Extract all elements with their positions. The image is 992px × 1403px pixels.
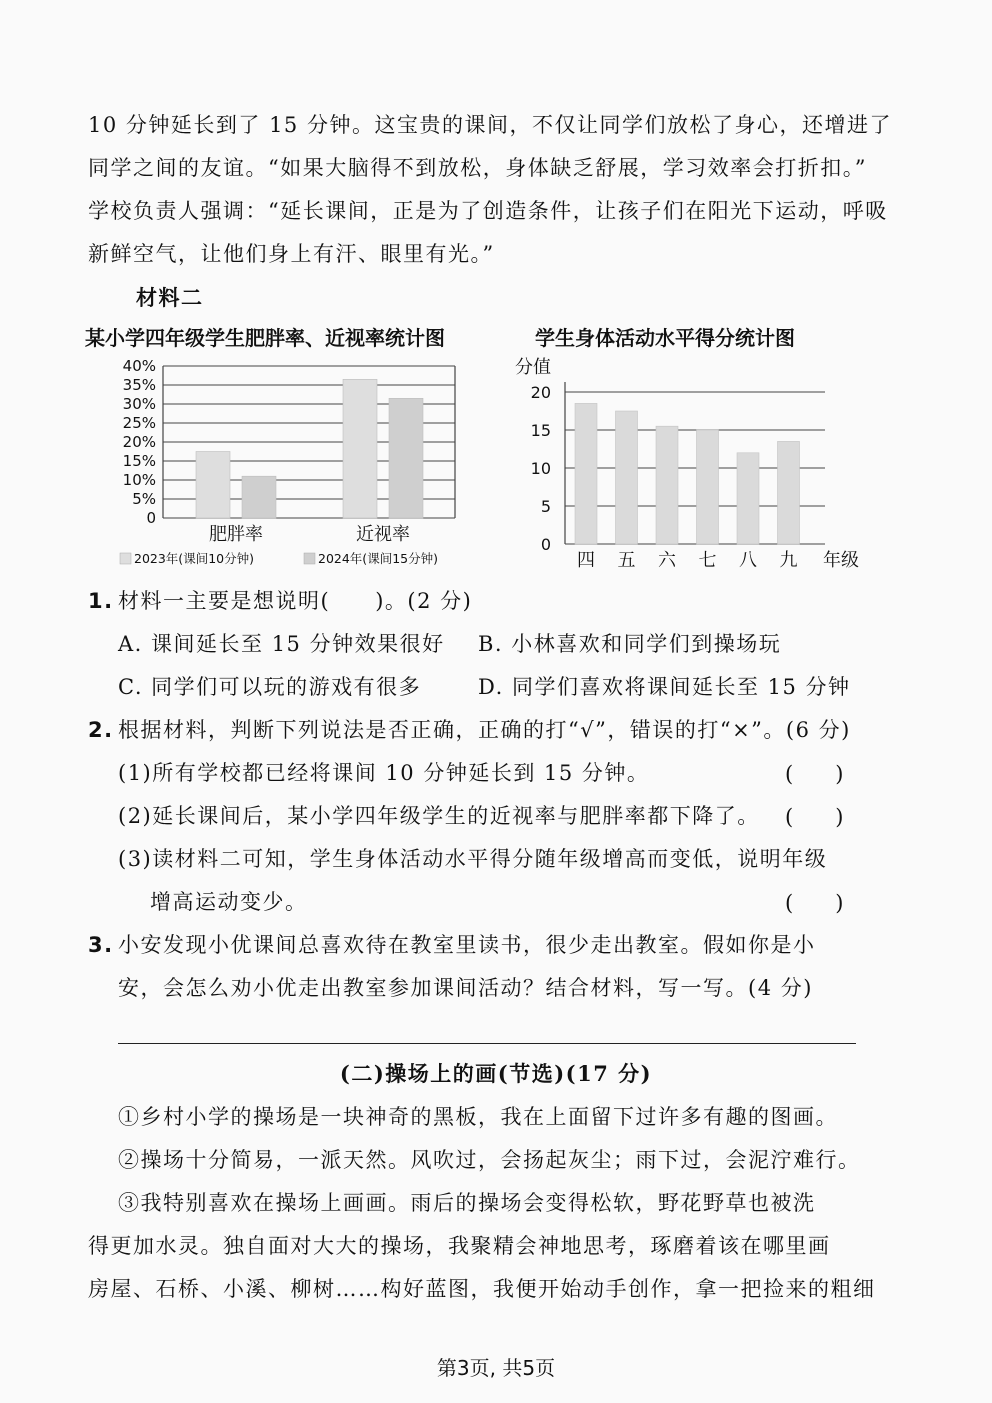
q1-option-c: C. 同学们可以玩的游戏有很多 (118, 675, 422, 699)
chart1-ytick-label: 30% (122, 395, 156, 413)
q2-statement-1: (1)所有学校都已经将课间 10 分钟延长到 15 分钟。 (118, 761, 650, 785)
chart-obesity-myopia (80, 318, 500, 580)
q2-answer-paren-3: ( ) (785, 891, 844, 915)
chart2-category-label: 九 (779, 550, 798, 571)
chart1-legend-label: 2024年(课间15分钟) (318, 551, 438, 566)
chart2-bar (616, 411, 638, 544)
material1-line2: 同学之间的友谊。“如果大脑得不到放松，身体缺乏舒展，学习效率会打折扣。” (88, 156, 867, 180)
chart1-ytick-label: 25% (122, 414, 156, 432)
q3-line1: 小安发现小优课间总喜欢待在教室里读书，很少走出教室。假如你是小 (118, 933, 816, 957)
section2-para3-line2: 得更加水灵。独自面对大大的操场，我聚精会神地思考，琢磨着该在哪里画 (88, 1234, 831, 1258)
chart2-xlabel: 年级 (823, 550, 859, 571)
chart2-bar (697, 430, 719, 544)
chart2-category-label: 六 (658, 550, 676, 571)
q2-statement-3b: 增高运动变少。 (150, 890, 308, 914)
chart2-category-label: 七 (698, 550, 717, 571)
chart1-bar (389, 398, 423, 518)
chart2-bar (656, 426, 678, 544)
chart2-bar (778, 441, 800, 544)
section2-para3-line3: 房屋、石桥、小溪、柳树……构好蓝图，我便开始动手创作，拿一把捡来的粗细 (88, 1277, 876, 1301)
chart1-legend-label: 2023年(课间10分钟) (134, 551, 254, 566)
chart2-ytick-label: 20 (530, 383, 551, 402)
chart2-category-label: 五 (617, 550, 636, 571)
q1-option-a: A. 课间延长至 15 分钟效果很好 (118, 632, 445, 656)
material2-heading: 材料二 (136, 286, 204, 310)
section2-title: (二)操场上的画(节选)(17 分) (339, 1061, 653, 1086)
chart1-ytick-label: 15% (122, 452, 156, 470)
chart1-ytick-label: 40% (122, 357, 156, 375)
chart1-ytick-label: 20% (122, 433, 156, 451)
chart1-bar (196, 452, 230, 519)
chart1-category-label: 肥胖率 (209, 524, 263, 545)
page-footer: 第3页, 共5页 (436, 1356, 556, 1380)
chart2-category-label: 八 (739, 550, 757, 571)
chart2-ytick-label: 5 (540, 497, 551, 516)
q2-statement-3a: (3)读材料二可知，学生身体活动水平得分随年级增高而变低，说明年级 (118, 847, 828, 871)
chart2-ytick-label: 15 (530, 421, 551, 440)
chart1-bar (242, 476, 276, 518)
section2-para3-line1: ③我特别喜欢在操场上画画。雨后的操场会变得松软，野花野草也被洗 (118, 1191, 816, 1215)
material1-line1: 10 分钟延长到了 15 分钟。这宝贵的课间，不仅让同学们放松了身心，还增进了 (88, 113, 892, 137)
chart1-bar (343, 379, 377, 518)
chart1-legend-swatch (120, 553, 131, 564)
q2-answer-paren-1: ( ) (785, 762, 844, 786)
chart-activity-score (505, 318, 875, 580)
section2-para1: ①乡村小学的操场是一块神奇的黑板，我在上面留下过许多有趣的图画。 (118, 1105, 838, 1129)
chart2-ytick-label: 0 (540, 535, 551, 554)
q2-text: 根据材料，判断下列说法是否正确，正确的打“√”，错误的打“×”。(6 分) (118, 718, 851, 742)
q2-answer-paren-2: ( ) (785, 805, 844, 829)
chart2-ytick-label: 10 (530, 459, 551, 478)
chart2-bar (737, 453, 759, 544)
chart2-bar (575, 403, 597, 544)
material1-line4: 新鲜空气，让他们身上有汗、眼里有光。” (88, 242, 495, 266)
q1-number: 1. (88, 589, 114, 613)
chart1-legend-swatch (304, 553, 315, 564)
answer-line (118, 1043, 856, 1044)
chart1-ytick-label: 5% (132, 490, 156, 508)
chart1-ytick-label: 10% (122, 471, 156, 489)
q1-text: 材料一主要是想说明( )。(2 分) (118, 589, 473, 613)
q1-option-b: B. 小林喜欢和同学们到操场玩 (478, 632, 782, 656)
chart2-title: 学生身体活动水平得分统计图 (535, 326, 795, 350)
q3-line2: 安，会怎么劝小优走出教室参加课间活动？结合材料，写一写。(4 分) (118, 976, 813, 1000)
q2-statement-2: (2)延长课间后，某小学四年级学生的近视率与肥胖率都下降了。 (118, 804, 760, 828)
q3-number: 3. (88, 933, 114, 957)
chart1-ytick-label: 35% (122, 376, 156, 394)
chart1-category-label: 近视率 (356, 524, 410, 545)
q2-number: 2. (88, 718, 114, 742)
chart1-ytick-label: 0 (146, 509, 156, 527)
section2-para2: ②操场十分简易，一派天然。风吹过，会扬起灰尘；雨下过，会泥泞难行。 (118, 1148, 861, 1172)
material1-line3: 学校负责人强调：“延长课间，正是为了创造条件，让孩子们在阳光下运动，呼吸 (88, 199, 888, 223)
chart2-ylabel: 分值 (515, 357, 551, 378)
q1-option-d: D. 同学们喜欢将课间延长至 15 分钟 (478, 675, 851, 699)
chart2-category-label: 四 (577, 550, 595, 571)
chart1-title: 某小学四年级学生肥胖率、近视率统计图 (85, 326, 445, 350)
